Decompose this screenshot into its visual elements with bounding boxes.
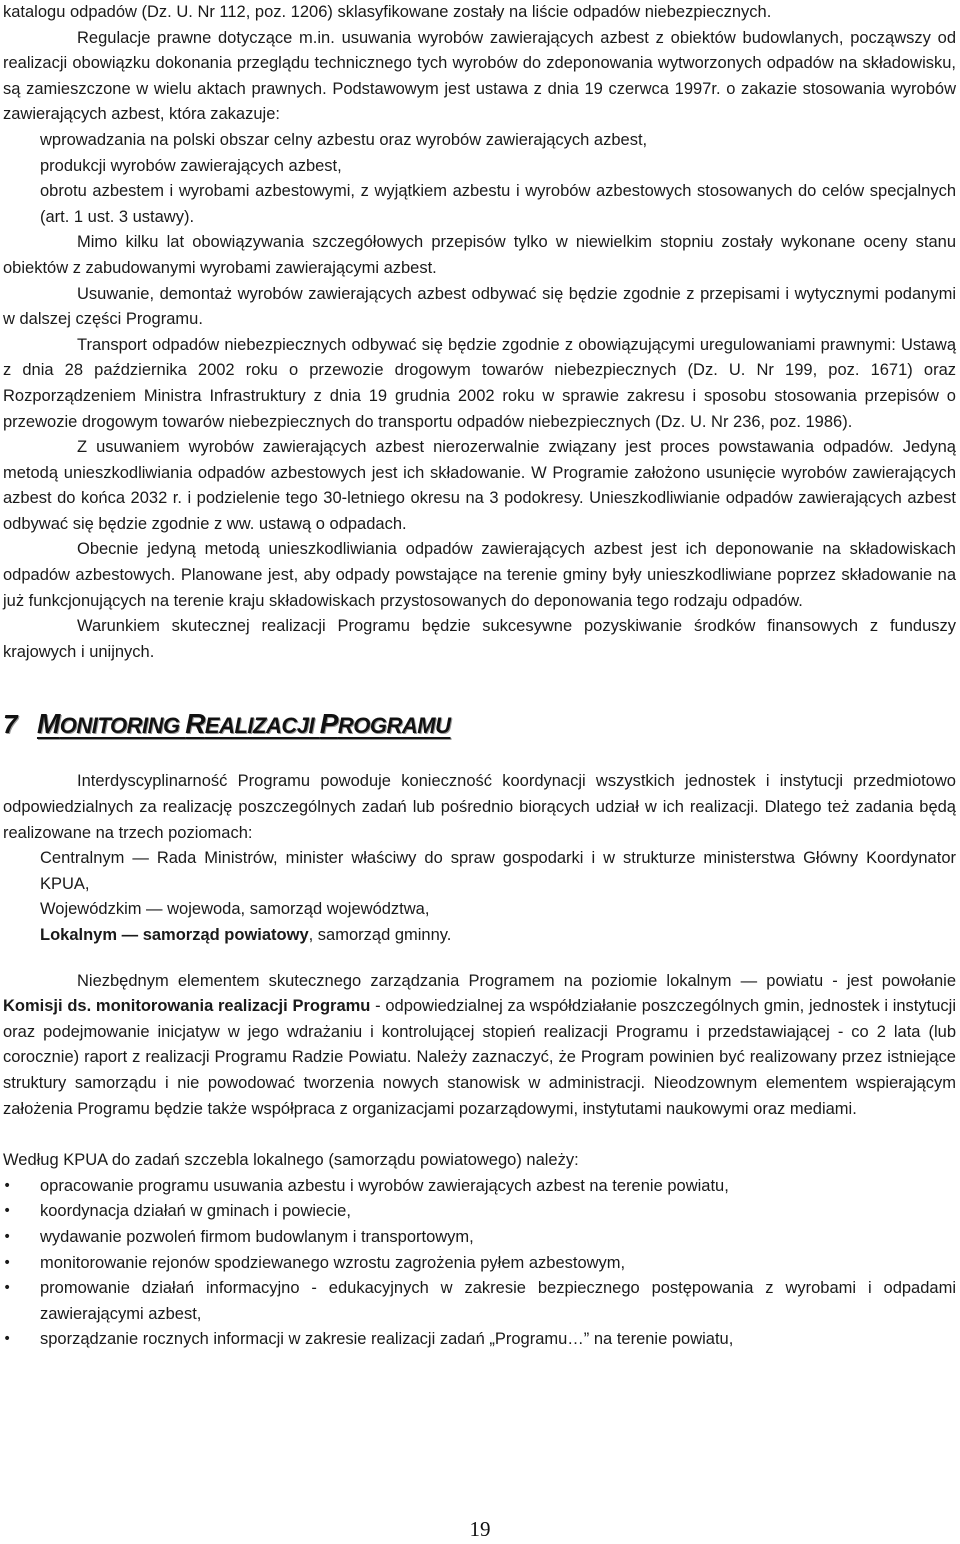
paragraph: Niezbędnym elementem skutecznego zarządzania Programem na poziomie lokalnym — powiatu - jest powołanie Komisji ds. monitorowania realizacji Programu - odpowiedzialnej za współdziałanie poszczególnych gmin, jednostek i instytucji oraz podejmowanie inicjatyw w jego wdrażaniu i kontrolującej stopień realizacji Programu i przedstawiającej - co 2 lata (lub corocznie) raport z realizacji Programu Radzie Powiatu. Należy zaznaczyć, że Program powinien być realizowany przez istniejące struktury samorządu i nie powodować tworzenia nowych stanowisk w administracji. Nieodzownym elementem wspierającym założenia Programu będzie także współpraca z organizacjami pozarządowymi, instytutami naukowymi oraz mediami. bbox=[3, 971, 956, 1118]
document-page bbox=[3, 0, 956, 1353]
paragraph: Według KPUA do zadań szczebla lokalnego (samorządu powiatowego) należy: bbox=[3, 1151, 579, 1170]
bullet-icon: • bbox=[3, 1254, 12, 1271]
section-number: 7 bbox=[3, 709, 17, 740]
list-item: produkcji wyrobów zawierających azbest, bbox=[40, 156, 342, 175]
spacer bbox=[3, 1122, 956, 1148]
bullet-icon: • bbox=[3, 1280, 12, 1297]
levels-list bbox=[3, 846, 956, 948]
list-item: • promowanie działań informacyjno - edukacyjnych w zakresie bezpiecznego postępowania z wyrobami i odpadami zawierającymi azbest, bbox=[3, 1276, 956, 1327]
list-item: • wydawanie pozwoleń firmom budowlanym i transportowym, bbox=[3, 1225, 956, 1251]
paragraph: Regulacje prawne dotyczące m.in. usuwania wyrobów zawierających azbest z obiektów budowlanych, począwszy od realizacji obowiązku dokonania przeglądu technicznego tych wyrobów do zdeponowania wytworzonych odpadów na składowisku, są zamieszczone w wielu aktach prawnych. Podstawowym jest ustawa z dnia 19 czerwca 1997r. o zakazie stosowania wyrobów zawierających azbest, która zakazuje: bbox=[3, 28, 956, 124]
list-item: • monitorowanie rejonów spodziewanego wzrostu zagrożenia pyłem azbestowym, bbox=[3, 1251, 956, 1277]
list-item: wprowadzania na polski obszar celny azbestu oraz wyrobów zawierających azbest, bbox=[40, 130, 648, 149]
paragraph: Usuwanie, demontaż wyrobów zawierających azbest odbywać się będzie zgodnie z przepisami i wytycznymi podanymi w dalszej części Programu. bbox=[3, 284, 956, 329]
bullet-icon: • bbox=[3, 1177, 12, 1194]
list-item: • koordynacja działań w gminach i powiecie, bbox=[3, 1199, 956, 1225]
bullet-icon: • bbox=[3, 1228, 12, 1245]
list-item: Lokalnym — samorząd powiatowy, samorząd gminny. bbox=[40, 926, 452, 944]
paragraph: Mimo kilku lat obowiązywania szczegółowych przepisów tylko w niewielkim stopniu zostały wykonane oceny stanu obiektów z zabudowanymi wyrobami zawierającymi azbest. bbox=[3, 233, 956, 277]
list-item: • sporządzanie rocznych informacji w zakresie realizacji zadań „Programu…” na terenie powiatu, bbox=[3, 1327, 956, 1353]
paragraph: Z usuwaniem wyrobów zawierających azbest nierozerwalnie związany jest proces powstawania odpadów. Jedyną metodą unieszkodliwiania odpadów azbestowych jest ich składowanie. W Programie założono usunięcie wyrobów zawierających azbest do końca 2032 r. i podzielenie tego 30-letniego okresu na 3 podokresy. Unieszkodliwianie odpadów zawierających azbest odbywać się będzie zgodnie z ww. ustawą o odpadach. bbox=[3, 438, 956, 533]
section-heading: 7 MONITORING REALIZACJI PROGRAMU bbox=[3, 705, 956, 769]
list-item: obrotu azbestem i wyrobami azbestowymi, z wyjątkiem azbestu i wyrobów azbestowych stosowanych do celów specjalnych (art. 1 ust. 3 ustawy). bbox=[40, 182, 956, 226]
list-item: Centralnym — Rada Ministrów, minister właściwy do spraw gospodarki i w strukturze ministerstwa Główny Koordynator KPUA, bbox=[40, 849, 956, 893]
spacer bbox=[3, 949, 956, 969]
bullet-icon: • bbox=[3, 1331, 12, 1348]
paragraph: Interdyscyplinarność Programu powoduje konieczność koordynacji wszystkich jednostek i instytucji przedmiotowo odpowiedzialnych za realizację poszczególnych zadań lub pośrednio biorących udział w ich realizacji. Dlatego też zadania będą realizowane na trzech poziomach: bbox=[3, 772, 956, 842]
paragraph: katalogu odpadów (Dz. U. Nr 112, poz. 1206) sklasyfikowane zostały na liście odpadów niebezpiecznych. bbox=[3, 3, 772, 21]
list-item: • opracowanie programu usuwania azbestu i wyrobów zawierających azbest na terenie powiatu, bbox=[3, 1174, 956, 1200]
tasks-list bbox=[3, 1174, 956, 1353]
paragraph: Warunkiem skutecznej realizacji Programu będzie sukcesywne pozyskiwanie środków finansowych z funduszy krajowych i unijnych. bbox=[3, 617, 956, 661]
page-number: 19 bbox=[469, 1517, 491, 1541]
prohibition-list bbox=[3, 128, 956, 230]
bullet-icon: • bbox=[3, 1203, 12, 1220]
paragraph: Transport odpadów niebezpiecznych odbywać się będzie zgodnie z obowiązującymi uregulowaniami prawnymi: Ustawą z dnia 28 października 2002 roku o przewozie drogowym towarów niebezpiecznych (Dz. U. Nr 199, poz. 1671) oraz Rozporządzeniem Ministra Infrastruktury z dnia 19 grudnia 2002 roku w sprawie zakresu i sposobu stosowania przepisów o przewozie drogowym towarów niebezpiecznych do transportu odpadów niebezpiecznych (Dz. U. Nr 236, poz. 1986). bbox=[3, 335, 956, 431]
paragraph: Obecnie jedyną metodą unieszkodliwiania odpadów zawierających azbest jest ich deponowanie na składowiskach odpadów azbestowych. Planowane jest, aby odpady powstające na terenie gminy były unieszkodliwiane poprzez składowanie na już funkcjonujących na terenie kraju składowiskach przystosowanych do deponowania tego rodzaju odpadów. bbox=[3, 540, 956, 610]
list-item: Wojewódzkim — wojewoda, samorząd województwa, bbox=[40, 900, 430, 919]
